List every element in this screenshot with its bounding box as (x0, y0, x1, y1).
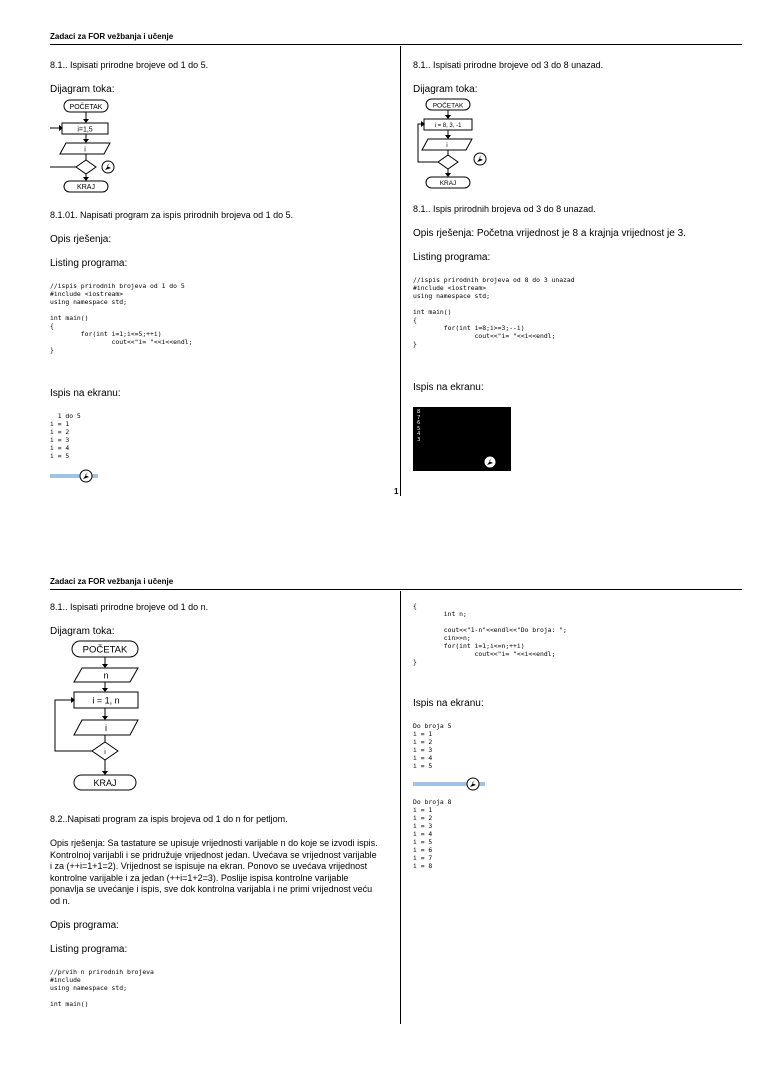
flow-label: Dijagram toka: (50, 84, 115, 95)
flow-io-text: i (446, 142, 448, 149)
code-listing-continued: { int n; cout<<"1-n"<<endl<<"Do broja: "; cin>>n; for(int i=1;i<=n;++i) cout<<"i= "<<i<<endl; } (413, 602, 567, 666)
page-header: Zadaci za FOR vežbanja i učenje (50, 577, 174, 586)
output-label: Ispis na ekranu: (413, 698, 484, 709)
output-label: Ispis na ekranu: (413, 382, 484, 393)
divider-badge (50, 469, 102, 483)
column-divider (400, 46, 401, 496)
task-title: 8.1.. Ispisati prirodne brojeve od 1 do 5. (50, 60, 209, 70)
flow-io-text: i (84, 146, 86, 154)
listing-label: Listing programa: (50, 258, 128, 269)
flow-input-text: n (103, 670, 109, 681)
flow-loop-text: i = 8, 3, -1 (434, 123, 462, 129)
console-output: 8 7 6 5 4 3 (417, 409, 421, 443)
flow-start-text: POČETAK (432, 102, 464, 110)
listing-label: Listing programa: (50, 944, 128, 955)
flow-decision-shape (438, 155, 458, 169)
flow-loop-text: i=1,5 (77, 126, 93, 134)
console-window (413, 407, 511, 471)
flow-label: Dijagram toka: (50, 626, 115, 637)
column-divider (400, 591, 401, 1024)
page-number: 1 (394, 487, 399, 496)
listing-label: Listing programa: (413, 252, 491, 263)
flow-loop-text: i = 1, n (92, 695, 120, 706)
console-output: 1 do 5 i = 1 i = 2 i = 3 i = 4 i = 5 (50, 412, 81, 460)
flowchart (50, 638, 160, 800)
subtask-title: 8.1.. Ispis prirodnih brojeva od 3 do 8 unazad. (413, 204, 596, 214)
page-header: Zadaci za FOR vežbanja i učenje (50, 32, 174, 41)
task-title: 8.1.. Ispisati prirodne brojeve od 1 do n. (50, 602, 209, 612)
program-label: Opis programa: (50, 920, 119, 931)
solution-text: Opis rješenja: Početna vrijednost je 8 a krajnja vrijednost je 3. (413, 228, 686, 239)
header-rule (50, 589, 742, 590)
flow-start-text: POČETAK (82, 644, 128, 656)
flow-end-text: KRAJ (439, 180, 457, 187)
flow-io-text: i (105, 723, 107, 733)
subtask-title: 8.2..Napisati program za ispis brojeva od 1 do n for petljom. (50, 814, 288, 824)
subtask-title: 8.1.01. Napisati program za ispis prirodnih brojeva od 1 do 5. (50, 210, 294, 220)
badge-icon (483, 455, 497, 469)
flow-end-text: KRAJ (93, 778, 117, 788)
code-listing: //prvih n prirodnih brojeva #include using namespace std; int main() (50, 968, 154, 1008)
flow-start-text: POČETAK (69, 104, 103, 111)
divider-badge (413, 777, 489, 791)
flow-end-text: KRAJ (77, 184, 95, 191)
page-1 (0, 0, 768, 500)
solution-label: Opis rješenja: (50, 234, 112, 245)
flowchart (410, 96, 510, 192)
header-rule (50, 44, 742, 45)
svg-text:i: i (104, 749, 106, 756)
flow-decision-shape (76, 160, 96, 174)
page-2 (0, 574, 768, 1074)
output-label: Ispis na ekranu: (50, 388, 121, 399)
console-output: Do broja 8 i = 1 i = 2 i = 3 i = 4 i = 5 i = 6 i = 7 i = 8 (413, 798, 452, 870)
solution-text: Opis rješenja: Sa tastature se upisuje vrijednosti varijable n do koje se izvodi ispis. Kontrolnoj varijabli i se pridružuje vrijednost jedan. Uvećava se vrijednost varijable i za (++i=1+1=2). Vrijednost se ispisuje na ekran. Ponovo se uvećava vrijednost kontrolne varijable i za jedan (++i=1+2=3). Poslije ispisa kontrolne varijable ponavlja se uvećanje i ispis, sve dok kontrolna varijabla i ne primi vrijednost veću od n. (50, 838, 378, 906)
code-listing: //ispis prirodnih brojeva od 8 do 3 unazad #include <iostream> using namespace std; int main() { for(int i=8;i>=3;--i) cout<<"i= "<<i<<endl; } (413, 276, 575, 348)
code-listing: //ispis prirodnih brojeva od 1 do 5 #include <iostream> using namespace std; int main() { for(int i=1;i<=5;++i) cout<<"i= "<<i<<endl; } (50, 282, 193, 354)
flowchart (50, 96, 140, 196)
task-title: 8.1.. Ispisati prirodne brojeve od 3 do 8 unazad. (413, 60, 604, 70)
console-output: Do broja 5 i = 1 i = 2 i = 3 i = 4 i = 5 (413, 722, 452, 770)
flow-label: Dijagram toka: (413, 84, 478, 95)
